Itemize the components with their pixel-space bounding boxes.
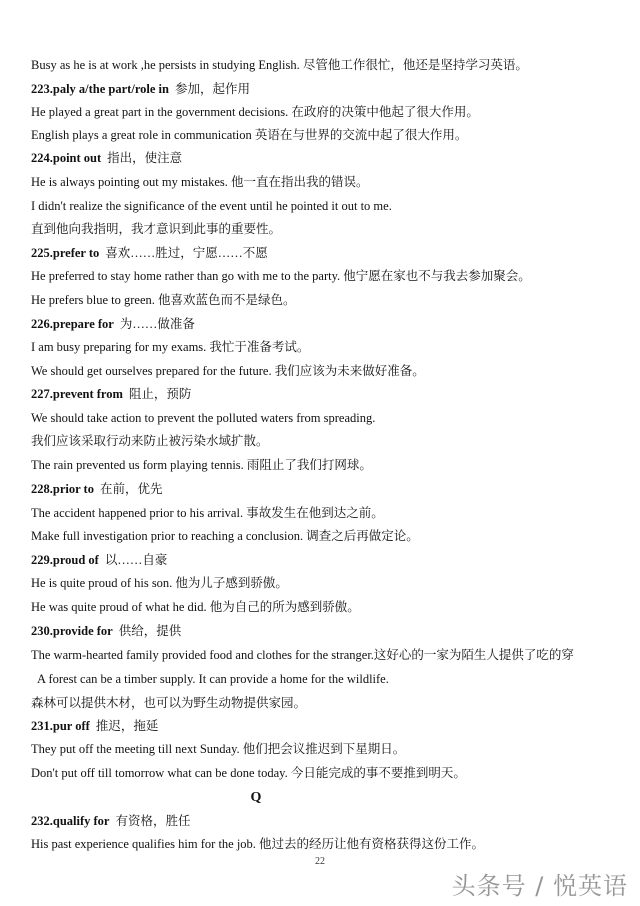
sentence-text: The accident happened prior to his arrival. 事故发生在他到达之前。 [31,506,384,520]
section-heading-q: Q [250,790,262,805]
sentence-text: He is always pointing out my mistakes. 他一直在指出我的错误。 [31,175,369,189]
phrase-meaning: 以……自豪 [104,553,168,567]
phrase-meaning: 推迟，拖延 [95,719,159,733]
sentence-text: We should take action to prevent the polluted waters from spreading. [31,411,376,425]
phrase-heading [31,718,612,734]
phrase-heading [31,245,612,261]
phrase-term: 224.point out [31,151,102,165]
example-sentence [31,127,612,143]
sentence-text: He is quite proud of his son. 他为儿子感到骄傲。 [31,576,288,590]
sentence-text: 我们应该采取行动来防止被污染水域扩散。 [31,434,269,448]
example-sentence [31,268,612,284]
phrase-meaning: 参加，起作用 [174,82,250,96]
phrase-heading [31,623,612,639]
phrase-term: 230.provide for [31,624,113,638]
example-sentence [31,174,612,190]
example-sentence [31,457,612,473]
example-sentence [37,671,612,687]
phrase-heading [31,481,612,497]
phrase-heading [31,81,612,97]
example-sentence [31,221,612,237]
example-sentence [31,741,612,757]
phrase-term: 231.pur off [31,719,90,733]
phrase-term: 232.qualify for [31,814,110,828]
phrase-heading [31,552,612,568]
sentence-text: The rain prevented us form playing tennis. 雨阻止了我们打网球。 [31,458,372,472]
watermark-logo: 头条号 / 悦英语 [451,872,628,900]
phrase-meaning: 有资格，胜任 [115,814,191,828]
sentence-text: English plays a great role in communication 英语在与世界的交流中起了很大作用。 [31,128,468,142]
example-sentence [31,339,612,355]
example-sentence [31,433,612,449]
phrase-heading [31,386,612,402]
phrase-heading [31,813,612,829]
phrase-heading [31,316,612,332]
page-number: 22 [315,856,325,867]
sentence-text: He played a great part in the government decisions. 在政府的决策中他起了很大作用。 [31,105,479,119]
phrase-term: 228.prior to [31,482,94,496]
sentence-text: They put off the meeting till next Sunday. 他们把会议推迟到下星期日。 [31,742,406,756]
phrase-term: 226.prepare for [31,317,114,331]
sentence-text: Don't put off till tomorrow what can be done today. 今日能完成的事不要推到明天。 [31,766,466,780]
phrase-term: 225.prefer to [31,246,100,260]
example-sentence [31,695,612,711]
example-sentence [31,765,612,781]
sentence-text: His past experience qualifies him for the job. 他过去的经历让他有资格获得这份工作。 [31,837,485,851]
example-sentence [31,104,612,120]
sentence-text: Busy as he is at work ,he persists in studying English. 尽管他工作很忙，他还是坚持学习英语。 [31,58,528,72]
phrase-term: 229.proud of [31,553,99,567]
phrase-heading [31,150,612,166]
sentence-text: A forest can be a timber supply. It can provide a home for the wildlife. [37,672,389,686]
example-sentence [31,505,612,521]
phrase-meaning: 指出，使注意 [107,151,183,165]
sentence-text: 森林可以提供木材，也可以为野生动物提供家园。 [31,696,307,710]
example-sentence [31,575,612,591]
sentence-text: 直到他向我指明，我才意识到此事的重要性。 [31,222,282,236]
phrase-meaning: 供给，提供 [118,624,182,638]
phrase-meaning: 在前，优先 [99,482,163,496]
example-sentence [31,410,612,426]
sentence-text: I didn't realize the significance of the event until he pointed it out to me. [31,199,392,213]
sentence-text: He was quite proud of what he did. 他为自己的所为感到骄傲。 [31,600,360,614]
phrase-meaning: 喜欢……胜过，宁愿……不愿 [105,246,268,260]
sentence-text: I am busy preparing for my exams. 我忙于准备考试。 [31,340,310,354]
example-sentence [31,292,612,308]
phrase-meaning: 为……做准备 [119,317,195,331]
phrase-term: 223.paly a/the part/role in [31,82,169,96]
example-sentence [31,836,612,852]
sentence-text: He prefers blue to green. 他喜欢蓝色而不是绿色。 [31,293,296,307]
example-sentence [31,647,612,663]
sentence-text: We should get ourselves prepared for the future. 我们应该为未来做好准备。 [31,364,425,378]
example-sentence [31,528,612,544]
phrase-meaning: 阻止，预防 [128,387,192,401]
sentence-text: The warm-hearted family provided food and clothes for the stranger.这好心的一家为陌生人提供了吃的穿 [31,648,574,662]
example-sentence [31,363,612,379]
sentence-text: He preferred to stay home rather than go with me to the party. 他宁愿在家也不与我去参加聚会。 [31,269,531,283]
example-sentence [31,57,612,73]
example-sentence [31,198,612,214]
example-sentence [31,599,612,615]
sentence-text: Make full investigation prior to reaching a conclusion. 调查之后再做定论。 [31,529,419,543]
phrase-term: 227.prevent from [31,387,123,401]
